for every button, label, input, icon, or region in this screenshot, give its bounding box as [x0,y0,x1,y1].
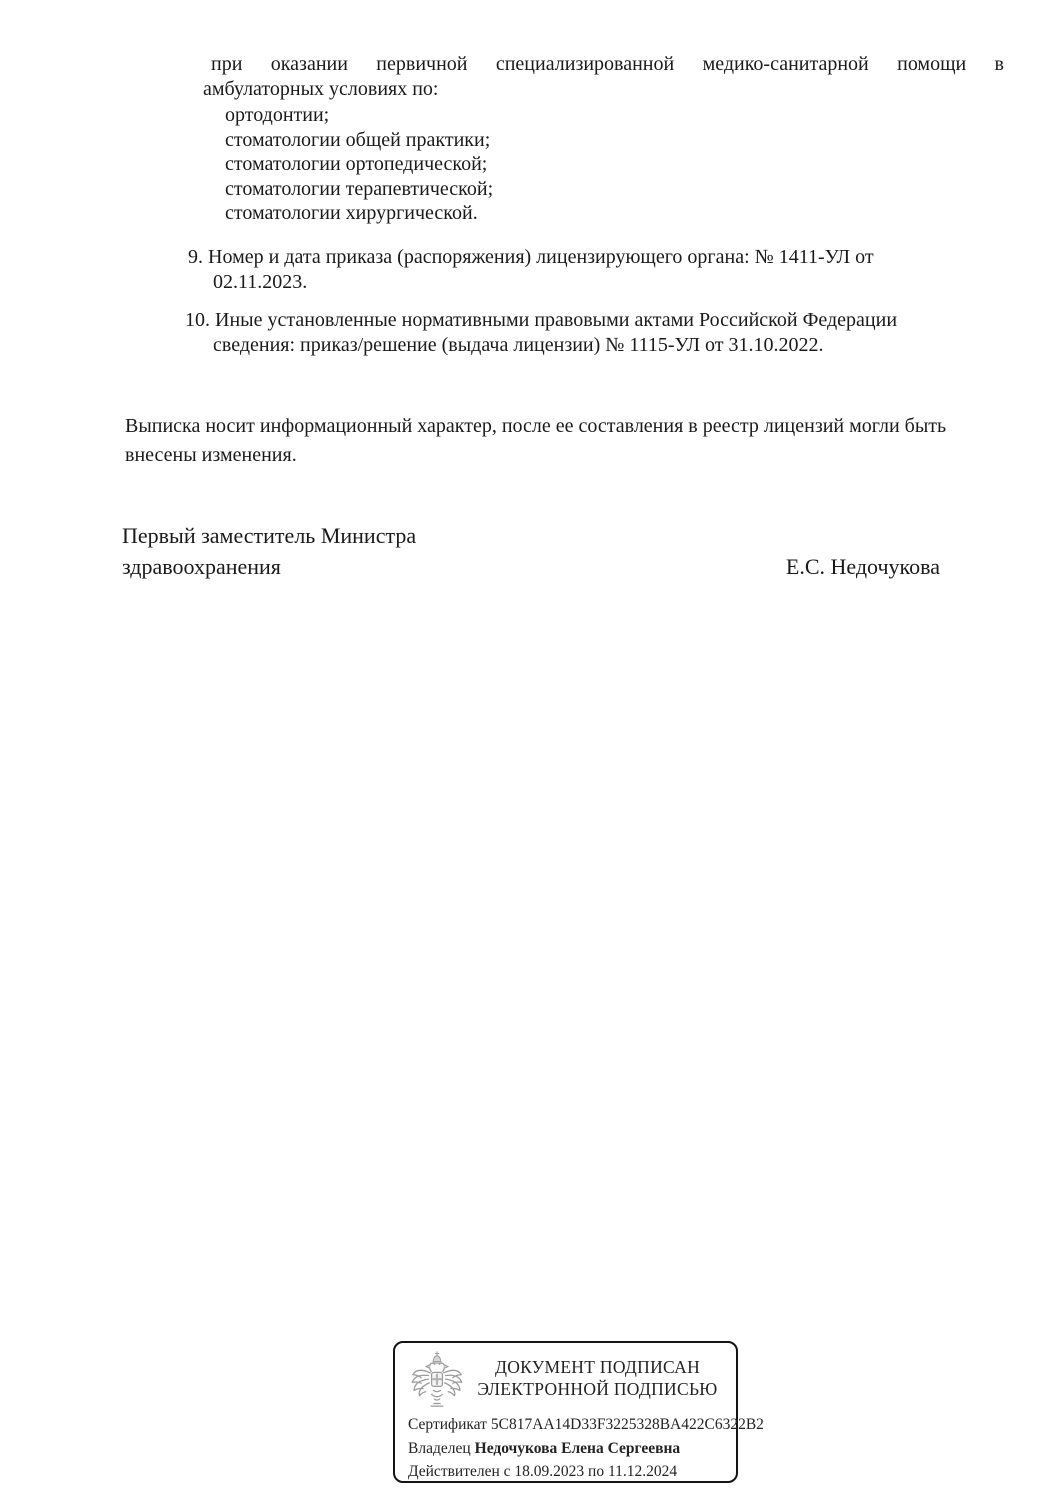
clause-9-line-2: 02.11.2023. [213,270,308,293]
stamp-title-line-2: ЭЛЕКТРОННОЙ ПОДПИСЬЮ [477,1379,718,1399]
stamp-validity-line: Действителен с 18.09.2023 по 11.12.2024 [408,1463,678,1480]
note-line-1: Выписка носит информационный характер, после ее составления в реестр лицензий могли быть [125,415,947,437]
certificate-value: 5C817AA14D33F3225328BA422C6322B2 [490,1416,764,1433]
signer-position-line-2: здравоохранения [122,554,281,579]
stamp-certificate-line [408,1415,764,1434]
owner-value: Недочукова Елена Сергеевна [474,1440,681,1457]
note-line-2: внесены изменения. [125,443,297,466]
list-item: ортодонтии; [225,104,330,126]
informational-note [125,412,1005,469]
clause-10-line-2: сведения: приказ/решение (выдача лицензии) № 1115-УЛ от 31.10.2022. [213,333,824,356]
intro-line-1: при оказании первичной специализированной медико-санитарной помощи в [211,53,1004,75]
stamp-owner-line [408,1439,730,1458]
clause-9-order-number [188,245,874,294]
license-activities-intro [203,52,1004,102]
clause-10-other-info [185,308,897,357]
stamp-title [467,1356,728,1400]
signature-block [122,520,940,582]
clause-10-line-1: 10. Иные установленные нормативными правовыми актами Российской Федерации [185,309,898,331]
licensed-activities-list [225,103,493,226]
roszdravnadzor-eagle-icon [410,1349,464,1412]
owner-label: Владелец [408,1440,471,1457]
list-item: стоматологии общей практики; [225,128,491,151]
clause-9-line-1: 9. Номер и дата приказа (распоряжения) лицензирующего органа: № 1411-УЛ от [188,246,874,268]
certificate-label: Сертификат [408,1416,487,1433]
stamp-title-line-1: ДОКУМЕНТ ПОДПИСАН [494,1357,701,1377]
list-item: стоматологии ортопедической; [225,153,488,175]
electronic-signature-stamp [393,1341,764,1483]
list-item: стоматологии хирургической. [225,202,478,224]
list-item: стоматологии терапевтической; [225,177,494,200]
signer-position-line-1: Первый заместитель Министра [122,523,417,548]
signer-name: Е.С. Недочукова [785,554,940,579]
intro-line-2: амбулаторных условиях по: [203,78,439,100]
